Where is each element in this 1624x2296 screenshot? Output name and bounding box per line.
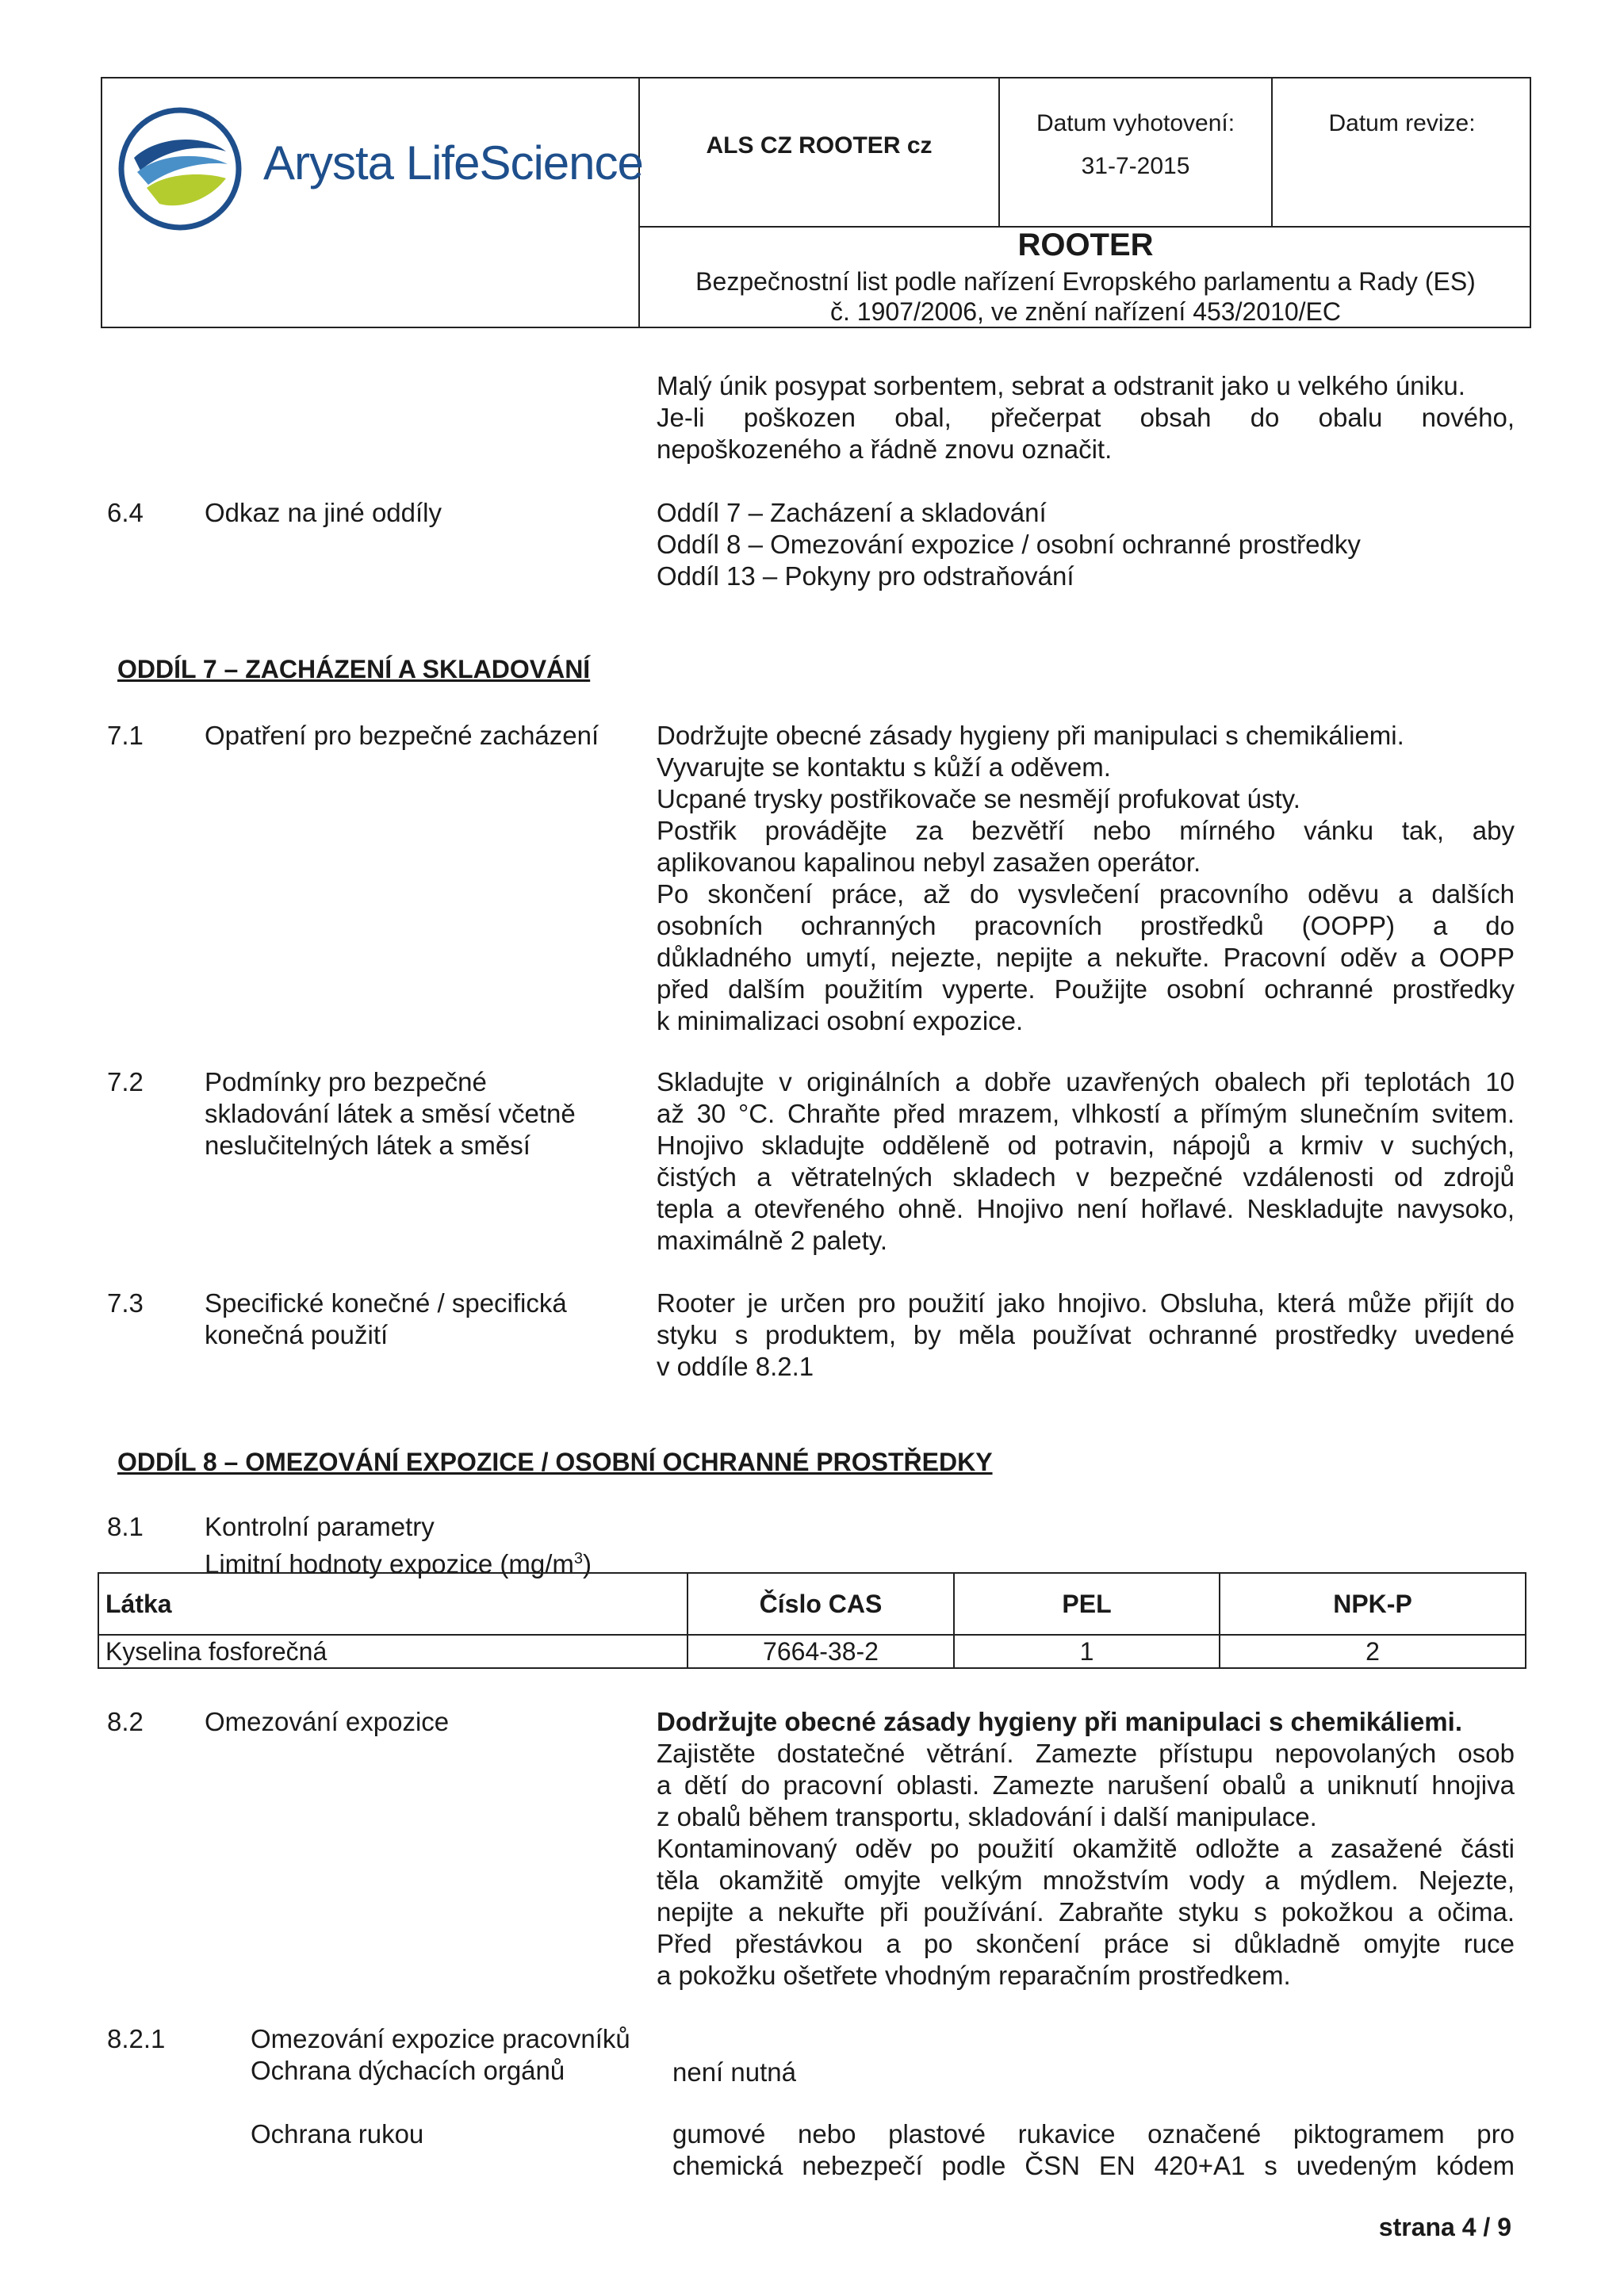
column-header: Číslo CAS bbox=[688, 1573, 954, 1635]
page-number: strana 4 / 9 bbox=[1378, 2213, 1511, 2241]
regulation-line-2: č. 1907/2006, ve znění nařízení 453/2010/EC bbox=[829, 297, 1341, 326]
table-cell: 1 bbox=[954, 1635, 1220, 1668]
issue-date-label: Datum vyhotovení: bbox=[1036, 110, 1235, 136]
text-line: Před přestávkou a po skončení práce si důkladně omyjte ruce bbox=[657, 1929, 1515, 1958]
section-number: 8.2.1 bbox=[107, 2024, 166, 2053]
text-line: Hnojivo skladujte odděleně od potravin, nápojů a krmiv v suchých, bbox=[657, 1131, 1515, 1160]
column-header: PEL bbox=[954, 1573, 1220, 1635]
section-number: 7.1 bbox=[107, 721, 144, 750]
hand-protection-label: Ochrana rukou bbox=[251, 2119, 424, 2149]
section-number: 8.1 bbox=[107, 1512, 144, 1541]
section-label: Kontrolní parametry bbox=[205, 1512, 435, 1541]
section-number: 7.2 bbox=[107, 1067, 144, 1096]
table-cell: 7664-38-2 bbox=[688, 1635, 954, 1668]
handling-text bbox=[657, 720, 1515, 1037]
label-line: neslučitelných látek a směsí bbox=[205, 1131, 530, 1160]
section-label: Omezování expozice bbox=[205, 1707, 450, 1736]
text-line: aplikovanou kapalinou nebyl zasažen operátor. bbox=[657, 848, 1201, 877]
table-header-row bbox=[98, 1573, 1526, 1635]
unit-superscript: 3 bbox=[573, 1550, 583, 1567]
limit-values-end: ) bbox=[583, 1549, 592, 1578]
section-8-heading: ODDÍL 8 – OMEZOVÁNÍ EXPOZICE / OSOBNÍ OCHRANNÉ PROSTŘEDKY bbox=[117, 1448, 993, 1476]
section-number: 7.3 bbox=[107, 1288, 144, 1318]
reference-item: Oddíl 8 – Omezování expozice / osobní ochranné prostředky bbox=[657, 530, 1361, 559]
reference-item: Oddíl 7 – Zacházení a skladování bbox=[657, 498, 1047, 527]
storage-text bbox=[657, 1066, 1515, 1257]
text-line: Dodržujte obecné zásady hygieny při manipulaci s chemikáliemi. bbox=[657, 721, 1404, 750]
text-line: v oddíle 8.2.1 bbox=[657, 1352, 814, 1381]
section-label bbox=[205, 1288, 633, 1351]
text-line: nepijte a nekuřte při používání. Zabraňte styku s pokožkou a očima. bbox=[657, 1897, 1515, 1927]
text-line: osobních ochranných pracovních prostředků (OOPP) a do bbox=[657, 911, 1515, 940]
text-line: a dětí do pracovní oblasti. Zamezte narušení obalů a uniknutí hnojiva bbox=[657, 1770, 1515, 1800]
reference-item: Oddíl 13 – Pokyny pro odstraňování bbox=[657, 561, 1074, 591]
table-cell: Kyselina fosforečná bbox=[98, 1635, 688, 1668]
limit-values-text: Limitní hodnoty expozice (mg/m bbox=[205, 1549, 574, 1578]
text-line: styku s produktem, by měla používat ochranné prostředky uvedené bbox=[657, 1320, 1515, 1349]
table-cell: 2 bbox=[1220, 1635, 1526, 1668]
respiratory-label: Ochrana dýchacích orgánů bbox=[251, 2056, 565, 2085]
text-line: chemická nebezpečí podle ČSN EN 420+A1 s uvedeným kódem bbox=[672, 2151, 1515, 2180]
text-line: z obalů během transportu, skladování i další manipulace. bbox=[657, 1802, 1317, 1831]
text-line: gumové nebo plastové rukavice označené piktogramem pro bbox=[672, 2119, 1515, 2149]
spill-line: Malý únik posypat sorbentem, sebrat a odstranit jako u velkého úniku. bbox=[657, 371, 1465, 400]
reference-list bbox=[657, 497, 1515, 592]
spill-line: nepoškozeného a řádně znovu označit. bbox=[657, 434, 1113, 464]
text-line: Ucpané trysky postřikovače se nesmějí profukovat ústy. bbox=[657, 784, 1300, 813]
document-header bbox=[101, 77, 1531, 328]
regulation-line-1: Bezpečnostní list podle nařízení Evropského parlamentu a Rady (ES) bbox=[695, 267, 1476, 296]
text-line: Skladujte v originálních a dobře uzavřených obalech při teplotách 10 bbox=[657, 1067, 1515, 1096]
section-label: Odkaz na jiné oddíly bbox=[205, 498, 442, 527]
section-7-heading: ODDÍL 7 – ZACHÁZENÍ A SKLADOVÁNÍ bbox=[117, 655, 591, 683]
text-line: Kontaminovaný oděv po použití okamžitě odložte a zasažené části bbox=[657, 1834, 1515, 1863]
spill-line: Je-li poškozen obal, přečerpat obsah do obalu nového, bbox=[657, 403, 1515, 432]
bold-line: Dodržujte obecné zásady hygieny při manipulaci s chemikáliemi. bbox=[657, 1707, 1462, 1736]
text-line: Po skončení práce, až do vysvlečení pracovního oděvu a dalších bbox=[657, 879, 1515, 909]
text-line: Zajistěte dostatečné větrání. Zamezte přístupu nepovolaných osob bbox=[657, 1739, 1515, 1768]
section-number: 8.2 bbox=[107, 1707, 144, 1736]
text-line: těla okamžitě omyjte velkým množstvím vody a mýdlem. Nejezte, bbox=[657, 1866, 1515, 1895]
section-label: Opatření pro bezpečné zacházení bbox=[205, 721, 599, 750]
company-logo bbox=[117, 105, 643, 240]
document-code: ALS CZ ROOTER cz bbox=[706, 132, 933, 159]
text-line: čistých a větratelných skladech v bezpečné vzdálenosti od zdrojů bbox=[657, 1162, 1515, 1192]
product-name: ROOTER bbox=[1017, 228, 1154, 262]
specific-use-text bbox=[657, 1288, 1515, 1383]
text-line: Rooter je určen pro použití jako hnojivo. Obsluha, která může přijít do bbox=[657, 1288, 1515, 1318]
section-number: 6.4 bbox=[107, 498, 144, 527]
column-header: NPK-P bbox=[1220, 1573, 1526, 1635]
hand-protection-text bbox=[672, 2118, 1515, 2182]
exposure-control-text bbox=[657, 1706, 1515, 1992]
text-line: tepla a otevřeného ohně. Hnojivo není hořlavé. Neskladujte navysoko, bbox=[657, 1194, 1515, 1223]
issue-date: 31-7-2015 bbox=[1081, 153, 1190, 179]
section-label bbox=[205, 1066, 633, 1161]
table-row bbox=[98, 1635, 1526, 1668]
text-line: až 30 °C. Chraňte před mrazem, vlhkostí a přímým slunečním svitem. bbox=[657, 1099, 1515, 1128]
spill-text bbox=[657, 370, 1515, 465]
revision-date-label: Datum revize: bbox=[1328, 110, 1476, 136]
column-header: Látka bbox=[98, 1573, 688, 1635]
text-line: a pokožku ošetřete vhodným reparačním prostředkem. bbox=[657, 1961, 1291, 1990]
label-line: Specifické konečné / specifická bbox=[205, 1288, 567, 1318]
exposure-limits-table bbox=[98, 1572, 1526, 1669]
text-line: maximálně 2 palety. bbox=[657, 1226, 888, 1255]
label-line: skladování látek a směsí včetně bbox=[205, 1099, 576, 1128]
respiratory-value: není nutná bbox=[672, 2057, 796, 2087]
label-line: Podmínky pro bezpečné bbox=[205, 1067, 487, 1096]
label-line: konečná použití bbox=[205, 1320, 389, 1349]
logo-text: Arysta LifeScience bbox=[263, 136, 643, 189]
section-label: Omezování expozice pracovníků bbox=[251, 2024, 630, 2053]
text-line: Postřik provádějte za bezvětří nebo mírného vánku tak, aby bbox=[657, 816, 1515, 845]
text-line: Vyvarujte se kontaktu s kůží a oděvem. bbox=[657, 752, 1111, 782]
text-line: před dalším použitím vyperte. Použijte osobní ochranné prostředky bbox=[657, 974, 1515, 1004]
text-line: důkladného umytí, nejezte, nepijte a nekuřte. Pracovní oděv a OOPP bbox=[657, 943, 1515, 972]
logo-emblem-icon bbox=[117, 105, 243, 232]
text-line: k minimalizaci osobní expozice. bbox=[657, 1006, 1024, 1035]
